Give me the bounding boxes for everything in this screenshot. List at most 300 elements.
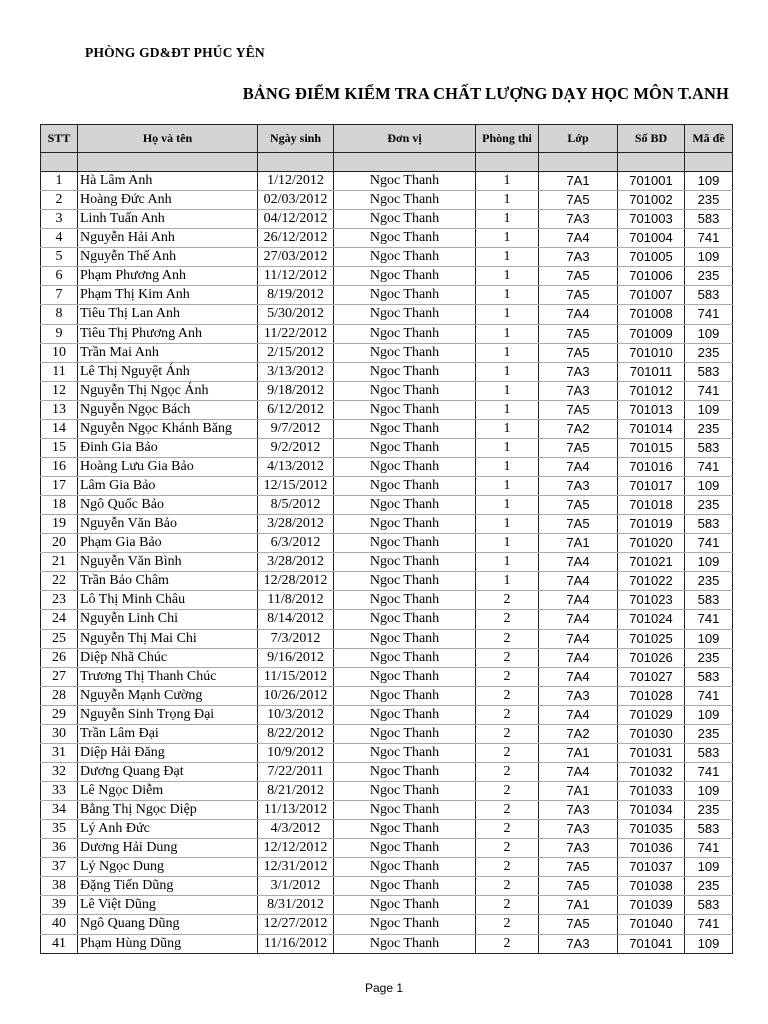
cell-name: Hà Lâm Anh xyxy=(78,172,258,191)
cell-class: 7A5 xyxy=(539,286,618,305)
table-blank-header-row xyxy=(41,153,733,172)
cell-candidate-no: 701005 xyxy=(618,248,685,267)
cell-unit: Ngoc Thanh xyxy=(334,286,476,305)
cell-unit: Ngoc Thanh xyxy=(334,477,476,496)
table-row xyxy=(41,362,733,381)
cell-test-code: 741 xyxy=(685,610,733,629)
cell-unit: Ngoc Thanh xyxy=(334,438,476,457)
cell-stt: 41 xyxy=(41,934,78,953)
cell-room: 1 xyxy=(476,400,539,419)
cell-test-code: 741 xyxy=(685,839,733,858)
cell-unit: Ngoc Thanh xyxy=(334,877,476,896)
cell-room: 2 xyxy=(476,801,539,820)
cell-test-code: 235 xyxy=(685,267,733,286)
cell-class: 7A4 xyxy=(539,572,618,591)
cell-dob: 9/7/2012 xyxy=(258,419,334,438)
grade-table-body xyxy=(41,172,733,954)
cell-room: 2 xyxy=(476,934,539,953)
cell-stt: 16 xyxy=(41,457,78,476)
cell-name: Lê Thị Nguyệt Ánh xyxy=(78,362,258,381)
cell-unit: Ngoc Thanh xyxy=(334,210,476,229)
table-row xyxy=(41,724,733,743)
cell-test-code: 741 xyxy=(685,686,733,705)
cell-unit: Ngoc Thanh xyxy=(334,915,476,934)
cell-name: Đặng Tiến Dũng xyxy=(78,877,258,896)
cell-class: 7A5 xyxy=(539,496,618,515)
cell-unit: Ngoc Thanh xyxy=(334,686,476,705)
cell-dob: 12/15/2012 xyxy=(258,477,334,496)
table-row xyxy=(41,629,733,648)
cell-test-code: 741 xyxy=(685,534,733,553)
table-row xyxy=(41,515,733,534)
cell-dob: 12/27/2012 xyxy=(258,915,334,934)
cell-test-code: 235 xyxy=(685,648,733,667)
cell-name: Hoàng Đức Anh xyxy=(78,191,258,210)
table-row xyxy=(41,496,733,515)
column-header-stt: STT xyxy=(41,125,78,153)
cell-candidate-no: 701015 xyxy=(618,438,685,457)
cell-room: 1 xyxy=(476,191,539,210)
cell-dob: 6/3/2012 xyxy=(258,534,334,553)
table-row xyxy=(41,896,733,915)
cell-unit: Ngoc Thanh xyxy=(334,782,476,801)
cell-candidate-no: 701029 xyxy=(618,705,685,724)
cell-room: 2 xyxy=(476,667,539,686)
cell-class: 7A5 xyxy=(539,191,618,210)
cell-room: 1 xyxy=(476,534,539,553)
cell-name: Lý Ngọc Dung xyxy=(78,858,258,877)
cell-stt: 23 xyxy=(41,591,78,610)
cell-name: Lý Anh Đức xyxy=(78,820,258,839)
cell-class: 7A3 xyxy=(539,934,618,953)
cell-dob: 8/5/2012 xyxy=(258,496,334,515)
cell-class: 7A4 xyxy=(539,305,618,324)
cell-room: 1 xyxy=(476,210,539,229)
cell-unit: Ngoc Thanh xyxy=(334,801,476,820)
cell-stt: 13 xyxy=(41,400,78,419)
cell-stt: 35 xyxy=(41,820,78,839)
cell-stt: 7 xyxy=(41,286,78,305)
cell-room: 2 xyxy=(476,782,539,801)
cell-class: 7A5 xyxy=(539,343,618,362)
cell-room: 2 xyxy=(476,591,539,610)
cell-dob: 02/03/2012 xyxy=(258,191,334,210)
cell-room: 1 xyxy=(476,419,539,438)
cell-name: Nguyễn Văn Bảo xyxy=(78,515,258,534)
cell-stt: 20 xyxy=(41,534,78,553)
cell-room: 2 xyxy=(476,686,539,705)
cell-class: 7A3 xyxy=(539,820,618,839)
cell-class: 7A4 xyxy=(539,762,618,781)
cell-test-code: 583 xyxy=(685,438,733,457)
cell-test-code: 741 xyxy=(685,381,733,400)
table-row xyxy=(41,591,733,610)
table-row xyxy=(41,419,733,438)
cell-class: 7A5 xyxy=(539,324,618,343)
cell-name: Ngô Quang Dũng xyxy=(78,915,258,934)
cell-candidate-no: 701035 xyxy=(618,820,685,839)
cell-dob: 12/31/2012 xyxy=(258,858,334,877)
table-row xyxy=(41,572,733,591)
cell-unit: Ngoc Thanh xyxy=(334,839,476,858)
cell-name: Phạm Phương Anh xyxy=(78,267,258,286)
cell-class: 7A4 xyxy=(539,591,618,610)
table-row xyxy=(41,438,733,457)
table-row xyxy=(41,610,733,629)
cell-unit: Ngoc Thanh xyxy=(334,591,476,610)
table-row xyxy=(41,877,733,896)
table-row xyxy=(41,553,733,572)
table-row xyxy=(41,667,733,686)
cell-candidate-no: 701022 xyxy=(618,572,685,591)
cell-dob: 3/1/2012 xyxy=(258,877,334,896)
cell-test-code: 235 xyxy=(685,343,733,362)
cell-candidate-no: 701020 xyxy=(618,534,685,553)
cell-name: Dương Hải Dung xyxy=(78,839,258,858)
cell-test-code: 741 xyxy=(685,762,733,781)
cell-candidate-no: 701012 xyxy=(618,381,685,400)
cell-stt: 24 xyxy=(41,610,78,629)
column-header-test-code: Mã đề xyxy=(685,125,733,153)
cell-stt: 27 xyxy=(41,667,78,686)
cell-class: 7A1 xyxy=(539,896,618,915)
cell-unit: Ngoc Thanh xyxy=(334,705,476,724)
cell-stt: 36 xyxy=(41,839,78,858)
cell-room: 2 xyxy=(476,820,539,839)
cell-dob: 11/22/2012 xyxy=(258,324,334,343)
cell-candidate-no: 701007 xyxy=(618,286,685,305)
cell-name: Nguyễn Sinh Trọng Đại xyxy=(78,705,258,724)
cell-dob: 6/12/2012 xyxy=(258,400,334,419)
cell-candidate-no: 701002 xyxy=(618,191,685,210)
column-header-class: Lớp xyxy=(539,125,618,153)
cell-stt: 4 xyxy=(41,229,78,248)
cell-class: 7A4 xyxy=(539,667,618,686)
cell-test-code: 741 xyxy=(685,305,733,324)
cell-dob: 3/28/2012 xyxy=(258,515,334,534)
cell-candidate-no: 701032 xyxy=(618,762,685,781)
cell-stt: 6 xyxy=(41,267,78,286)
cell-name: Tiêu Thị Lan Anh xyxy=(78,305,258,324)
cell-name: Nguyễn Thị Ngọc Ánh xyxy=(78,381,258,400)
cell-stt: 30 xyxy=(41,724,78,743)
cell-candidate-no: 701006 xyxy=(618,267,685,286)
cell-name: Phạm Gia Bảo xyxy=(78,534,258,553)
cell-dob: 4/3/2012 xyxy=(258,820,334,839)
cell-test-code: 741 xyxy=(685,229,733,248)
cell-class: 7A3 xyxy=(539,381,618,400)
cell-dob: 8/19/2012 xyxy=(258,286,334,305)
cell-room: 2 xyxy=(476,648,539,667)
cell-class: 7A3 xyxy=(539,686,618,705)
cell-name: Lê Việt Dũng xyxy=(78,896,258,915)
cell-class: 7A3 xyxy=(539,362,618,381)
cell-unit: Ngoc Thanh xyxy=(334,515,476,534)
table-row xyxy=(41,762,733,781)
cell-class: 7A3 xyxy=(539,248,618,267)
table-row xyxy=(41,305,733,324)
table-row xyxy=(41,782,733,801)
table-row xyxy=(41,210,733,229)
table-row xyxy=(41,400,733,419)
cell-class: 7A1 xyxy=(539,743,618,762)
cell-test-code: 109 xyxy=(685,324,733,343)
cell-unit: Ngoc Thanh xyxy=(334,305,476,324)
cell-room: 1 xyxy=(476,362,539,381)
cell-dob: 8/22/2012 xyxy=(258,724,334,743)
cell-room: 1 xyxy=(476,515,539,534)
cell-candidate-no: 701040 xyxy=(618,915,685,934)
cell-unit: Ngoc Thanh xyxy=(334,419,476,438)
cell-unit: Ngoc Thanh xyxy=(334,553,476,572)
cell-name: Nguyễn Hải Anh xyxy=(78,229,258,248)
table-row xyxy=(41,172,733,191)
table-row xyxy=(41,648,733,667)
cell-class: 7A2 xyxy=(539,724,618,743)
cell-test-code: 235 xyxy=(685,419,733,438)
cell-candidate-no: 701009 xyxy=(618,324,685,343)
cell-class: 7A4 xyxy=(539,648,618,667)
cell-name: Nguyễn Thế Anh xyxy=(78,248,258,267)
cell-test-code: 109 xyxy=(685,553,733,572)
cell-dob: 11/8/2012 xyxy=(258,591,334,610)
cell-candidate-no: 701008 xyxy=(618,305,685,324)
cell-stt: 9 xyxy=(41,324,78,343)
column-header-candidate-no: Số BD xyxy=(618,125,685,153)
cell-candidate-no: 701019 xyxy=(618,515,685,534)
cell-unit: Ngoc Thanh xyxy=(334,400,476,419)
cell-stt: 17 xyxy=(41,477,78,496)
cell-candidate-no: 701023 xyxy=(618,591,685,610)
table-row xyxy=(41,267,733,286)
cell-name: Nguyễn Linh Chi xyxy=(78,610,258,629)
cell-dob: 8/31/2012 xyxy=(258,896,334,915)
cell-dob: 11/16/2012 xyxy=(258,934,334,953)
cell-room: 1 xyxy=(476,305,539,324)
cell-unit: Ngoc Thanh xyxy=(334,934,476,953)
cell-dob: 7/3/2012 xyxy=(258,629,334,648)
cell-class: 7A4 xyxy=(539,610,618,629)
cell-candidate-no: 701037 xyxy=(618,858,685,877)
cell-room: 2 xyxy=(476,743,539,762)
cell-room: 2 xyxy=(476,610,539,629)
cell-class: 7A3 xyxy=(539,801,618,820)
department-heading: PHÒNG GD&ĐT PHÚC YÊN xyxy=(85,45,265,60)
cell-class: 7A5 xyxy=(539,515,618,534)
cell-name: Phạm Thị Kim Anh xyxy=(78,286,258,305)
cell-room: 1 xyxy=(476,172,539,191)
cell-dob: 11/15/2012 xyxy=(258,667,334,686)
cell-test-code: 109 xyxy=(685,172,733,191)
cell-test-code: 583 xyxy=(685,515,733,534)
cell-test-code: 235 xyxy=(685,877,733,896)
cell-dob: 9/2/2012 xyxy=(258,438,334,457)
cell-unit: Ngoc Thanh xyxy=(334,896,476,915)
cell-test-code: 235 xyxy=(685,801,733,820)
cell-name: Nguyễn Ngọc Bách xyxy=(78,400,258,419)
cell-test-code: 583 xyxy=(685,362,733,381)
table-row xyxy=(41,381,733,400)
cell-stt: 1 xyxy=(41,172,78,191)
cell-stt: 15 xyxy=(41,438,78,457)
cell-dob: 04/12/2012 xyxy=(258,210,334,229)
cell-test-code: 109 xyxy=(685,477,733,496)
cell-unit: Ngoc Thanh xyxy=(334,267,476,286)
cell-class: 7A4 xyxy=(539,705,618,724)
cell-unit: Ngoc Thanh xyxy=(334,610,476,629)
cell-room: 1 xyxy=(476,248,539,267)
cell-candidate-no: 701010 xyxy=(618,343,685,362)
grade-table xyxy=(40,124,733,954)
cell-room: 2 xyxy=(476,839,539,858)
cell-unit: Ngoc Thanh xyxy=(334,381,476,400)
cell-unit: Ngoc Thanh xyxy=(334,858,476,877)
cell-class: 7A1 xyxy=(539,172,618,191)
cell-name: Ngô Quốc Bảo xyxy=(78,496,258,515)
cell-unit: Ngoc Thanh xyxy=(334,172,476,191)
cell-unit: Ngoc Thanh xyxy=(334,534,476,553)
cell-unit: Ngoc Thanh xyxy=(334,820,476,839)
cell-candidate-no: 701041 xyxy=(618,934,685,953)
cell-class: 7A3 xyxy=(539,210,618,229)
cell-class: 7A1 xyxy=(539,534,618,553)
cell-candidate-no: 701034 xyxy=(618,801,685,820)
table-row xyxy=(41,934,733,953)
cell-test-code: 583 xyxy=(685,286,733,305)
cell-room: 2 xyxy=(476,762,539,781)
cell-class: 7A2 xyxy=(539,419,618,438)
cell-test-code: 583 xyxy=(685,896,733,915)
cell-dob: 5/30/2012 xyxy=(258,305,334,324)
cell-dob: 4/13/2012 xyxy=(258,457,334,476)
cell-room: 1 xyxy=(476,324,539,343)
cell-class: 7A4 xyxy=(539,629,618,648)
table-row xyxy=(41,839,733,858)
cell-class: 7A5 xyxy=(539,915,618,934)
cell-room: 1 xyxy=(476,438,539,457)
cell-test-code: 109 xyxy=(685,629,733,648)
cell-test-code: 583 xyxy=(685,591,733,610)
cell-class: 7A5 xyxy=(539,858,618,877)
cell-room: 1 xyxy=(476,572,539,591)
cell-dob: 2/15/2012 xyxy=(258,343,334,362)
cell-test-code: 235 xyxy=(685,191,733,210)
cell-candidate-no: 701004 xyxy=(618,229,685,248)
cell-test-code: 583 xyxy=(685,667,733,686)
cell-dob: 26/12/2012 xyxy=(258,229,334,248)
cell-candidate-no: 701016 xyxy=(618,457,685,476)
cell-unit: Ngoc Thanh xyxy=(334,343,476,362)
cell-candidate-no: 701031 xyxy=(618,743,685,762)
column-header-dob: Ngày sinh xyxy=(258,125,334,153)
cell-candidate-no: 701038 xyxy=(618,877,685,896)
cell-unit: Ngoc Thanh xyxy=(334,248,476,267)
cell-test-code: 235 xyxy=(685,572,733,591)
cell-class: 7A4 xyxy=(539,229,618,248)
cell-room: 1 xyxy=(476,286,539,305)
cell-name: Trần Mai Anh xyxy=(78,343,258,362)
cell-stt: 28 xyxy=(41,686,78,705)
cell-stt: 37 xyxy=(41,858,78,877)
cell-stt: 5 xyxy=(41,248,78,267)
cell-dob: 10/9/2012 xyxy=(258,743,334,762)
cell-candidate-no: 701024 xyxy=(618,610,685,629)
cell-stt: 8 xyxy=(41,305,78,324)
table-row xyxy=(41,743,733,762)
cell-candidate-no: 701011 xyxy=(618,362,685,381)
table-row xyxy=(41,248,733,267)
cell-unit: Ngoc Thanh xyxy=(334,724,476,743)
cell-room: 2 xyxy=(476,896,539,915)
cell-room: 1 xyxy=(476,267,539,286)
cell-unit: Ngoc Thanh xyxy=(334,572,476,591)
cell-dob: 12/12/2012 xyxy=(258,839,334,858)
cell-test-code: 583 xyxy=(685,820,733,839)
cell-name: Tiêu Thị Phương Anh xyxy=(78,324,258,343)
cell-stt: 11 xyxy=(41,362,78,381)
cell-stt: 32 xyxy=(41,762,78,781)
cell-stt: 10 xyxy=(41,343,78,362)
cell-class: 7A3 xyxy=(539,477,618,496)
cell-dob: 7/22/2011 xyxy=(258,762,334,781)
cell-dob: 9/18/2012 xyxy=(258,381,334,400)
table-row xyxy=(41,686,733,705)
cell-dob: 10/3/2012 xyxy=(258,705,334,724)
cell-class: 7A1 xyxy=(539,782,618,801)
table-row xyxy=(41,858,733,877)
cell-stt: 21 xyxy=(41,553,78,572)
cell-dob: 27/03/2012 xyxy=(258,248,334,267)
cell-unit: Ngoc Thanh xyxy=(334,629,476,648)
cell-candidate-no: 701036 xyxy=(618,839,685,858)
cell-name: Dương Quang Đạt xyxy=(78,762,258,781)
cell-room: 1 xyxy=(476,343,539,362)
cell-stt: 33 xyxy=(41,782,78,801)
page-number: Page 1 xyxy=(364,981,404,995)
cell-room: 2 xyxy=(476,858,539,877)
cell-name: Hoàng Lưu Gia Bảo xyxy=(78,457,258,476)
cell-candidate-no: 701001 xyxy=(618,172,685,191)
table-row xyxy=(41,457,733,476)
cell-candidate-no: 701039 xyxy=(618,896,685,915)
cell-candidate-no: 701030 xyxy=(618,724,685,743)
cell-unit: Ngoc Thanh xyxy=(334,324,476,343)
cell-name: Nguyễn Ngọc Khánh Băng xyxy=(78,419,258,438)
cell-test-code: 741 xyxy=(685,457,733,476)
cell-stt: 3 xyxy=(41,210,78,229)
cell-class: 7A5 xyxy=(539,400,618,419)
cell-room: 1 xyxy=(476,496,539,515)
cell-room: 1 xyxy=(476,477,539,496)
cell-candidate-no: 701026 xyxy=(618,648,685,667)
cell-stt: 34 xyxy=(41,801,78,820)
cell-name: Trần Lâm Đại xyxy=(78,724,258,743)
cell-class: 7A5 xyxy=(539,438,618,457)
cell-name: Đinh Gia Bảo xyxy=(78,438,258,457)
cell-candidate-no: 701021 xyxy=(618,553,685,572)
cell-candidate-no: 701013 xyxy=(618,400,685,419)
cell-class: 7A5 xyxy=(539,267,618,286)
cell-name: Phạm Hùng Dũng xyxy=(78,934,258,953)
column-header-name: Họ và tên xyxy=(78,125,258,153)
table-row xyxy=(41,286,733,305)
cell-dob: 12/28/2012 xyxy=(258,572,334,591)
cell-unit: Ngoc Thanh xyxy=(334,229,476,248)
cell-stt: 39 xyxy=(41,896,78,915)
cell-stt: 31 xyxy=(41,743,78,762)
cell-candidate-no: 701033 xyxy=(618,782,685,801)
cell-room: 1 xyxy=(476,457,539,476)
